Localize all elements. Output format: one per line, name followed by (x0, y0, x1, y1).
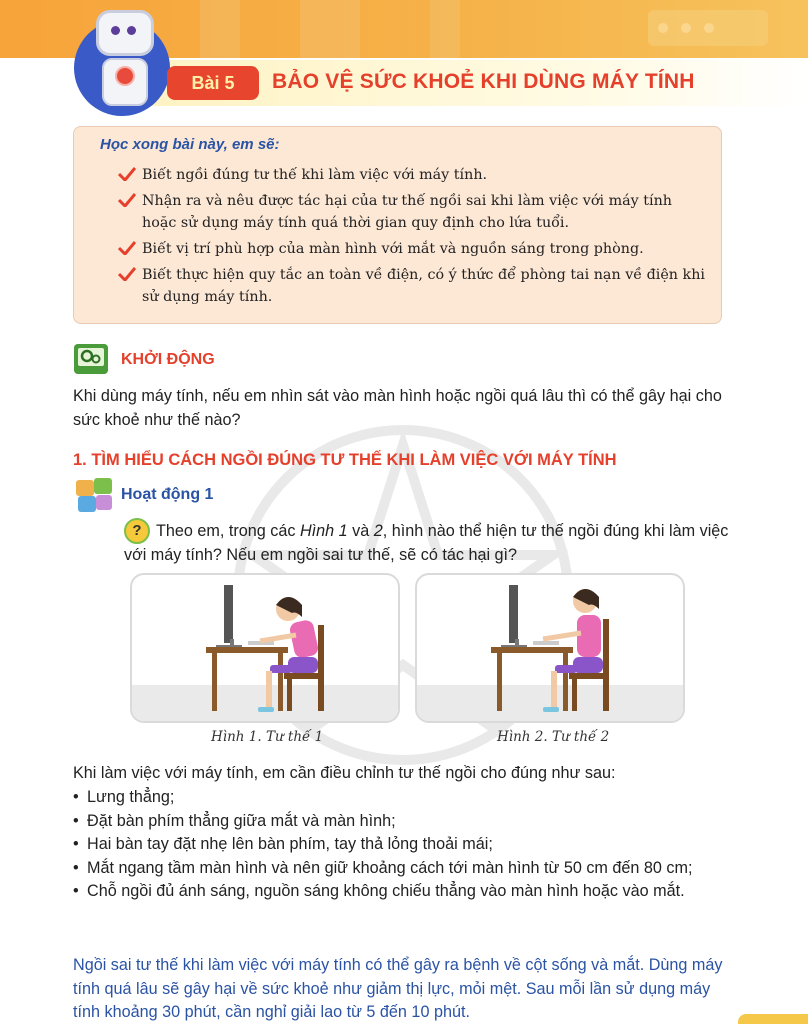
objective-text: Biết ngồi đúng tư thế khi làm việc với máy tính. (142, 167, 488, 183)
page-corner-decoration (738, 1014, 808, 1024)
lesson-number-badge: Bài 5 (167, 66, 259, 100)
objectives-heading: Học xong bài này, em sẽ: (100, 136, 280, 153)
objective-text: Biết vị trí phù hợp của màn hình với mắt và nguồn sáng trong phòng. (142, 241, 644, 257)
posture-list (73, 786, 733, 904)
lesson-title: BẢO VỆ SỨC KHOẺ KHI DÙNG MÁY TÍNH (272, 70, 695, 93)
activity-question: Theo em, trong các Hình 1 và 2, hình nào thể hiện tư thế ngồi đúng khi làm việc với máy tính? Nếu em ngồi sai tư thế, sẽ có tác hại gì? (124, 522, 729, 564)
list-item: • Chỗ ngồi đủ ánh sáng, nguồn sáng không chiếu thẳng vào màn hình hoặc vào mắt. (73, 880, 733, 904)
objective-text: Nhận ra và nêu được tác hại của tư thế ngồi sai khi làm việc với máy tính hoặc sử dụng máy tính quá thời gian quy định cho lứa tuổi. (142, 193, 673, 231)
objective-item (118, 238, 708, 260)
health-note: Ngồi sai tư thế khi làm việc với máy tính có thể gây ra bệnh về cột sống và mắt. Dùng máy tính quá lâu sẽ gây hại về sức khoẻ như giảm thị lực, mỏi mệt. Sau mỗi lần sử dụng máy tính khoảng 30 phút, cần nghỉ giải lao từ 5 đến 10 phút. (73, 956, 723, 1021)
check-icon (118, 241, 136, 255)
gears-monitor-icon (74, 344, 108, 374)
figure-1-caption: Hình 1. Tư thế 1 (211, 729, 324, 745)
section-title: 1. TÌM HIỂU CÁCH NGỒI ĐÚNG TƯ THẾ KHI LÀM VIỆC VỚI MÁY TÍNH (73, 451, 617, 469)
list-item: • Mắt ngang tầm màn hình và nên giữ khoảng cách tới màn hình từ 50 cm đến 80 cm; (73, 857, 733, 881)
figure-2-caption: Hình 2. Tư thế 2 (497, 729, 610, 745)
list-item: • Lưng thẳng; (73, 786, 733, 810)
list-item: • Đặt bàn phím thẳng giữa mắt và màn hình; (73, 810, 733, 834)
objective-item (118, 190, 708, 234)
list-item: • Hai bàn tay đặt nhẹ lên bàn phím, tay thả lỏng thoải mái; (73, 833, 733, 857)
check-icon (118, 267, 136, 281)
figure-1-image (130, 573, 400, 723)
warmup-title: KHỞI ĐỘNG (121, 351, 215, 368)
activity-title: Hoạt động 1 (121, 486, 214, 503)
check-icon (118, 193, 136, 207)
objectives-list (118, 164, 708, 312)
figure-2-image (415, 573, 685, 723)
objective-text: Biết thực hiện quy tắc an toàn về điện, có ý thức để phòng tai nạn về điện khi sử dụng máy tính. (142, 267, 706, 305)
posture-intro: Khi làm việc với máy tính, em cần điều chỉnh tư thế ngồi cho đúng như sau: (73, 764, 616, 782)
warmup-text: Khi dùng máy tính, nếu em nhìn sát vào màn hình hoặc ngồi quá lâu thì có thể gây hại cho sức khoẻ như thế nào? (73, 387, 722, 429)
puzzle-icon (74, 476, 116, 516)
banner-decoration (648, 10, 768, 46)
question-icon: ? (124, 518, 150, 544)
objective-item (118, 164, 708, 186)
check-icon (118, 167, 136, 181)
objective-item (118, 264, 708, 308)
